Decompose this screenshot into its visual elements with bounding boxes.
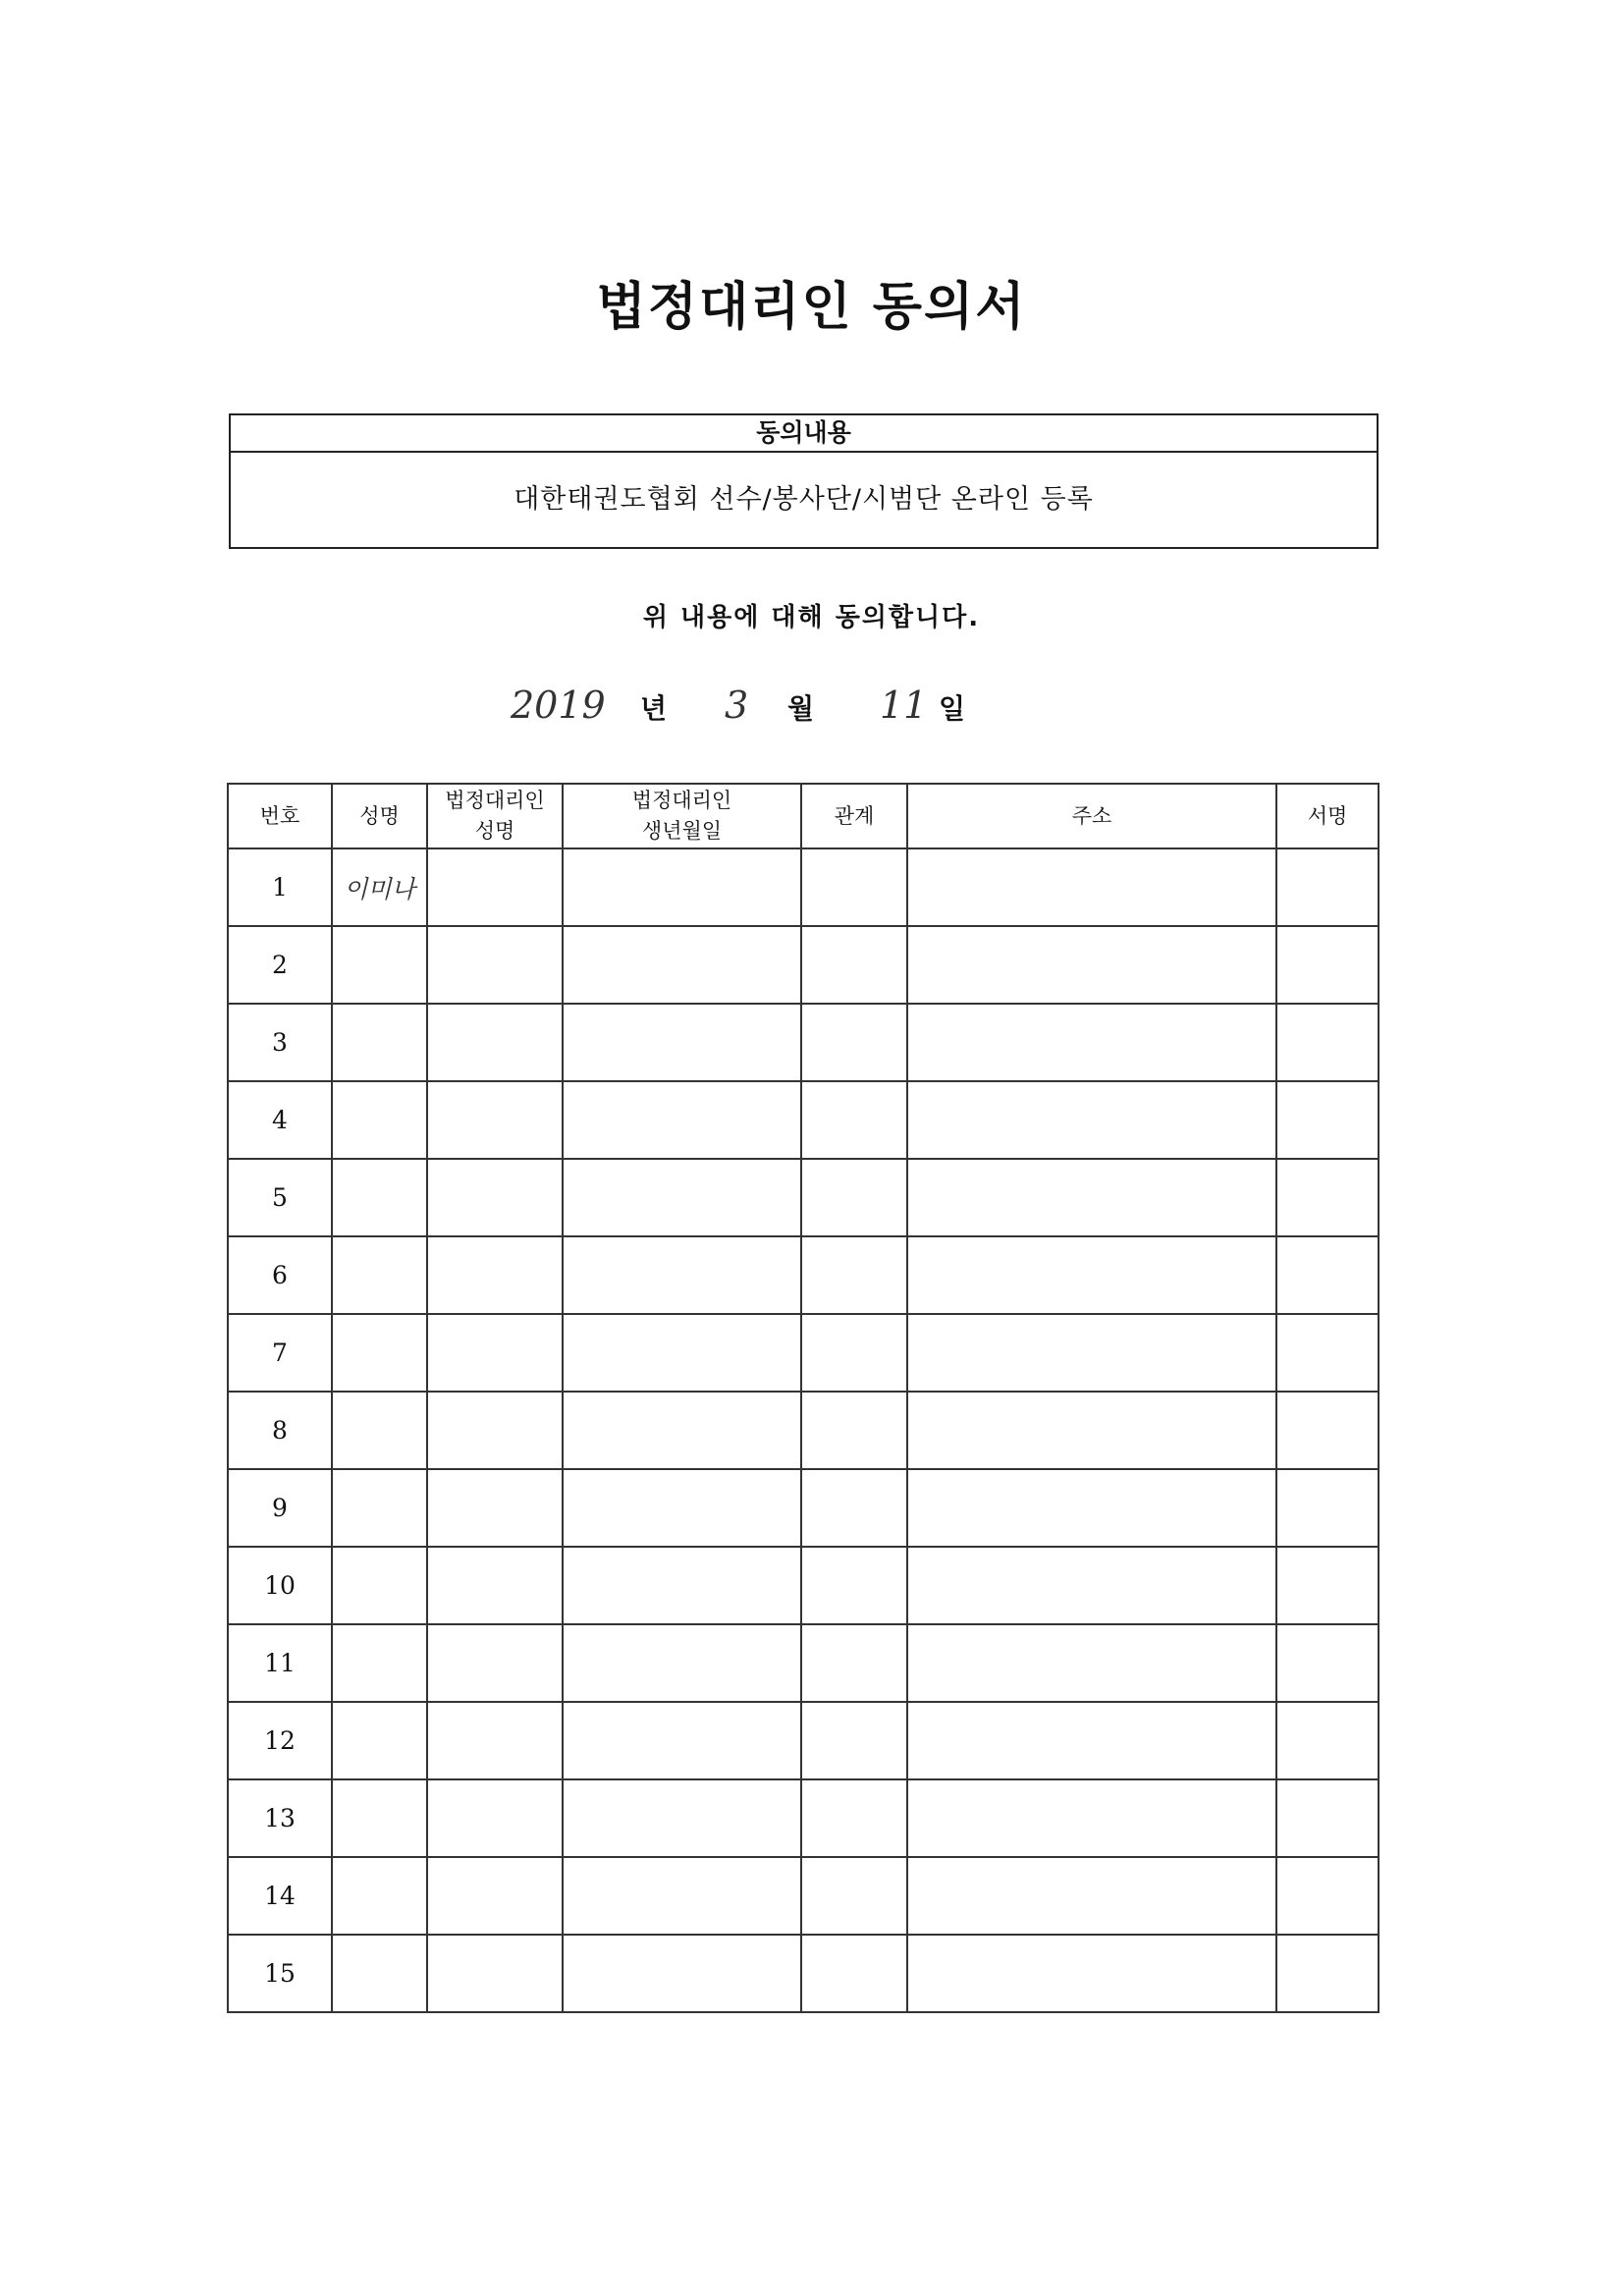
row-guardian-name — [427, 1935, 563, 2012]
row-name — [332, 1857, 427, 1935]
row-guardian-name — [427, 1159, 563, 1236]
row-guardian-birthdate — [563, 1547, 801, 1624]
date-month: 3 — [725, 683, 749, 727]
row-number: 4 — [228, 1081, 332, 1159]
row-name — [332, 1004, 427, 1081]
table-row — [228, 1624, 1379, 1702]
row-signature — [1276, 1081, 1379, 1159]
row-relation — [801, 1857, 907, 1935]
header-signature — [1276, 784, 1379, 848]
header-guardian-name — [427, 784, 563, 848]
date-year-label: 년 — [640, 692, 668, 725]
row-address — [907, 1702, 1276, 1779]
row-number: 15 — [228, 1935, 332, 2012]
table-row — [228, 1935, 1379, 2012]
row-signature — [1276, 1469, 1379, 1547]
row-guardian-name — [427, 1469, 563, 1547]
table-row — [228, 1004, 1379, 1081]
row-relation — [801, 1547, 907, 1624]
row-number: 10 — [228, 1547, 332, 1624]
row-address — [907, 1779, 1276, 1857]
row-signature — [1276, 1159, 1379, 1236]
row-guardian-birthdate — [563, 1469, 801, 1547]
table-row — [228, 1857, 1379, 1935]
table-row — [228, 1779, 1379, 1857]
row-address — [907, 1081, 1276, 1159]
row-guardian-name — [427, 1081, 563, 1159]
row-name — [332, 1314, 427, 1392]
header-relation — [801, 784, 907, 848]
document-title: 법정대리인 동의서 — [596, 278, 1027, 337]
row-address — [907, 1314, 1276, 1392]
row-address — [907, 848, 1276, 926]
row-guardian-birthdate — [563, 1779, 801, 1857]
row-name — [332, 1624, 427, 1702]
agreement-statement: 위 내용에 대해 동의합니다. — [642, 603, 981, 632]
table-row — [228, 926, 1379, 1004]
guardian-roster-table — [227, 783, 1380, 2013]
table-row — [228, 1392, 1379, 1469]
row-number: 3 — [228, 1004, 332, 1081]
row-address — [907, 1392, 1276, 1469]
consent-content: 대한태권도협회 선수/봉사단/시범단 온라인 등록 — [514, 484, 1094, 515]
row-relation — [801, 1314, 907, 1392]
row-guardian-birthdate — [563, 1702, 801, 1779]
row-guardian-name — [427, 1392, 563, 1469]
table-row — [228, 1469, 1379, 1547]
row-number: 1 — [228, 848, 332, 926]
date-day-label: 일 — [939, 692, 966, 725]
row-relation — [801, 1469, 907, 1547]
header-name — [332, 784, 427, 848]
row-guardian-name — [427, 1314, 563, 1392]
row-signature — [1276, 1624, 1379, 1702]
table-header-row — [228, 784, 1379, 848]
row-name — [332, 1469, 427, 1547]
header-name-line1: 성명 — [359, 803, 400, 828]
row-guardian-birthdate — [563, 926, 801, 1004]
row-name — [332, 1236, 427, 1314]
row-signature — [1276, 1236, 1379, 1314]
row-number: 5 — [228, 1159, 332, 1236]
date-row — [0, 678, 1623, 737]
row-address — [907, 1469, 1276, 1547]
consent-box — [229, 413, 1379, 549]
row-signature — [1276, 1004, 1379, 1081]
row-address — [907, 1624, 1276, 1702]
row-number: 9 — [228, 1469, 332, 1547]
row-name: 이미나 — [332, 848, 427, 926]
row-signature — [1276, 1547, 1379, 1624]
row-number: 7 — [228, 1314, 332, 1392]
row-guardian-name — [427, 926, 563, 1004]
row-signature — [1276, 848, 1379, 926]
header-signature-line1: 서명 — [1307, 803, 1348, 828]
header-address — [907, 784, 1276, 848]
header-relation-line1: 관계 — [834, 803, 875, 828]
row-address — [907, 1935, 1276, 2012]
row-guardian-birthdate — [563, 1004, 801, 1081]
table-row — [228, 1314, 1379, 1392]
row-relation — [801, 1236, 907, 1314]
row-guardian-birthdate — [563, 1159, 801, 1236]
consent-heading: 동의내용 — [231, 415, 1377, 453]
row-name — [332, 1702, 427, 1779]
row-number: 8 — [228, 1392, 332, 1469]
header-guardian-name-line2: 성명 — [474, 819, 515, 843]
row-guardian-birthdate — [563, 1236, 801, 1314]
date-day: 11 — [880, 683, 928, 727]
row-number: 11 — [228, 1624, 332, 1702]
row-guardian-name — [427, 1779, 563, 1857]
row-relation — [801, 1624, 907, 1702]
header-guardian-birthdate-line1: 법정대리인 — [631, 789, 732, 812]
row-guardian-name — [427, 1624, 563, 1702]
row-address — [907, 926, 1276, 1004]
row-number: 13 — [228, 1779, 332, 1857]
table-row — [228, 1547, 1379, 1624]
row-address — [907, 1547, 1276, 1624]
row-guardian-name — [427, 1702, 563, 1779]
row-guardian-birthdate — [563, 1935, 801, 2012]
table-row — [228, 848, 1379, 926]
row-guardian-birthdate — [563, 1392, 801, 1469]
row-name — [332, 1779, 427, 1857]
row-number: 14 — [228, 1857, 332, 1935]
row-relation — [801, 1935, 907, 2012]
row-signature — [1276, 1779, 1379, 1857]
table-row — [228, 1081, 1379, 1159]
row-guardian-birthdate — [563, 1624, 801, 1702]
row-guardian-name — [427, 1236, 563, 1314]
row-name — [332, 1935, 427, 2012]
header-address-line1: 주소 — [1071, 803, 1112, 828]
row-name — [332, 1547, 427, 1624]
row-number: 12 — [228, 1702, 332, 1779]
table-row — [228, 1159, 1379, 1236]
row-guardian-birthdate — [563, 1081, 801, 1159]
date-year: 2019 — [511, 683, 606, 727]
row-guardian-name — [427, 848, 563, 926]
row-relation — [801, 848, 907, 926]
row-relation — [801, 1702, 907, 1779]
row-guardian-birthdate — [563, 1314, 801, 1392]
row-address — [907, 1159, 1276, 1236]
row-name — [332, 1081, 427, 1159]
table-row — [228, 1236, 1379, 1314]
row-relation — [801, 1392, 907, 1469]
row-address — [907, 1857, 1276, 1935]
header-guardian-name-line1: 법정대리인 — [445, 789, 545, 812]
table-row — [228, 1702, 1379, 1779]
row-guardian-name — [427, 1004, 563, 1081]
row-guardian-name — [427, 1547, 563, 1624]
row-relation — [801, 1779, 907, 1857]
row-guardian-birthdate — [563, 848, 801, 926]
row-signature — [1276, 926, 1379, 1004]
header-number — [228, 784, 332, 848]
row-name — [332, 1159, 427, 1236]
header-guardian-birthdate-line2: 생년월일 — [641, 819, 723, 843]
row-signature — [1276, 1935, 1379, 2012]
row-relation — [801, 1081, 907, 1159]
row-signature — [1276, 1702, 1379, 1779]
row-number: 2 — [228, 926, 332, 1004]
row-guardian-birthdate — [563, 1857, 801, 1935]
row-relation — [801, 1159, 907, 1236]
row-relation — [801, 1004, 907, 1081]
row-address — [907, 1236, 1276, 1314]
row-name — [332, 1392, 427, 1469]
date-month-label: 월 — [787, 692, 815, 725]
row-address — [907, 1004, 1276, 1081]
row-signature — [1276, 1314, 1379, 1392]
row-signature — [1276, 1392, 1379, 1469]
row-name — [332, 926, 427, 1004]
row-number: 6 — [228, 1236, 332, 1314]
row-signature — [1276, 1857, 1379, 1935]
row-guardian-name — [427, 1857, 563, 1935]
row-relation — [801, 926, 907, 1004]
header-guardian-birthdate — [563, 784, 801, 848]
header-number-line1: 번호 — [259, 803, 300, 828]
